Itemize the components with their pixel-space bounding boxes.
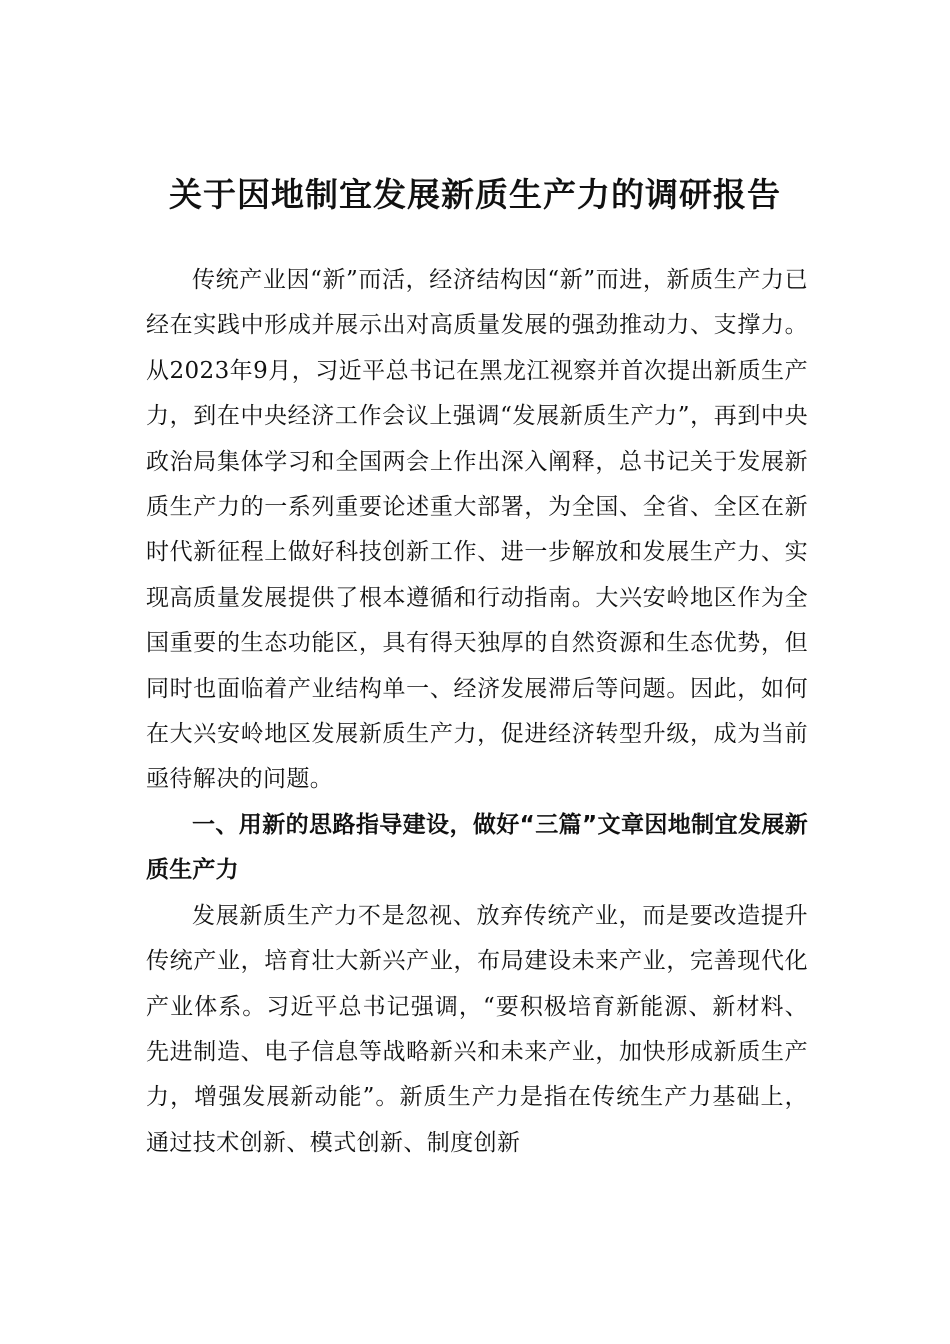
document-title: 关于因地制宜发展新质生产力的调研报告: [169, 175, 781, 214]
document-body: [146, 258, 808, 1166]
section-paragraph: 发展新质生产力不是忽视、放弃传统产业，而是要改造提升传统产业，培育壮大新兴产业，布局建设未来产业，完善现代化产业体系。习近平总书记强调，“要积极培育新能源、新材料、先进制造、电子信息等战略新兴和未来产业，加快形成新质生产力，增强发展新动能”。新质生产力是指在传统生产力基础上，通过技术创新、模式创新、制度创新: [146, 902, 808, 1156]
section-heading: 一、用新的思路指导建设，做好“三篇”文章因地制宜发展新质生产力: [146, 811, 808, 884]
intro-paragraph: 传统产业因“新”而活，经济结构因“新”而进，新质生产力已经在实践中形成并展示出对高质量发展的强劲推动力、支撑力。从2023年9月，习近平总书记在黑龙江视察并首次提出新质生产力，到在中央经济工作会议上强调“发展新质生产力”，再到中央政治局集体学习和全国两会上作出深入阐释，总书记关于发展新质生产力的一系列重要论述重大部署，为全国、全省、全区在新时代新征程上做好科技创新工作、进一步解放和发展生产力、实现高质量发展提供了根本遵循和行动指南。大兴安岭地区作为全国重要的生态功能区，具有得天独厚的自然资源和生态优势，但同时也面临着产业结构单一、经济发展滞后等问题。因此，如何在大兴安岭地区发展新质生产力，促进经济转型升级，成为当前亟待解决的问题。: [146, 267, 808, 793]
